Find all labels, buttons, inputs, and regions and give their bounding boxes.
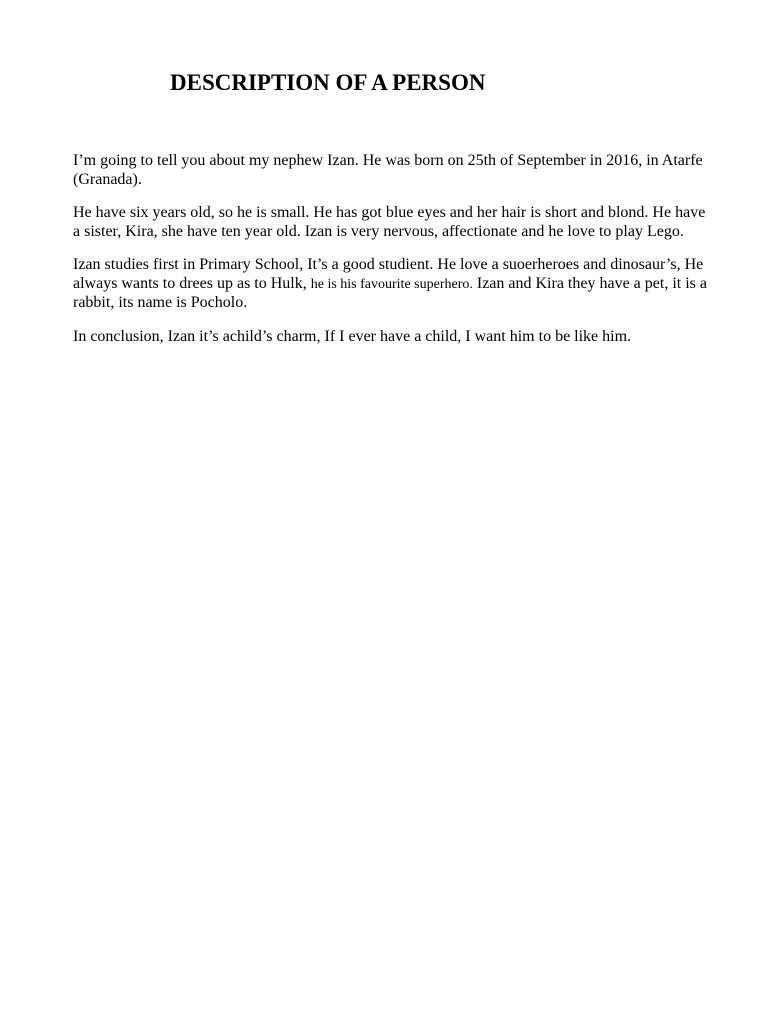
paragraph-hobbies-text-end: Izan and Kira they have a pet, it is a rabbit, its name is Pocholo. (73, 274, 707, 311)
paragraph-introduction: I’m going to tell you about my nephew Izan. He was born on 25th of September in 2016, in Atarfe (Granada). (73, 152, 703, 188)
document-body (73, 152, 713, 361)
document-title: DESCRIPTION OF A PERSON (170, 70, 486, 95)
paragraph-hobbies-small-text: he is his favourite superhero. (310, 276, 473, 292)
paragraph-hobbies-text-start: Izan studies first in Primary School, It’s a good studient. He love a suoerheroes and dinosaur’s, He always wants to drees up as to Hulk, (73, 256, 704, 292)
paragraph-appearance: He have six years old, so he is small. He has got blue eyes and her hair is short and blond. He have a sister, Kira, she have ten year old. Izan is very nervous, affectionate and he love to play Lego. (73, 204, 706, 240)
paragraph-hobbies (73, 256, 713, 313)
paragraph-conclusion: In conclusion, Izan it’s achild’s charm, If I ever have a child, I want him to be like him. (73, 327, 632, 345)
